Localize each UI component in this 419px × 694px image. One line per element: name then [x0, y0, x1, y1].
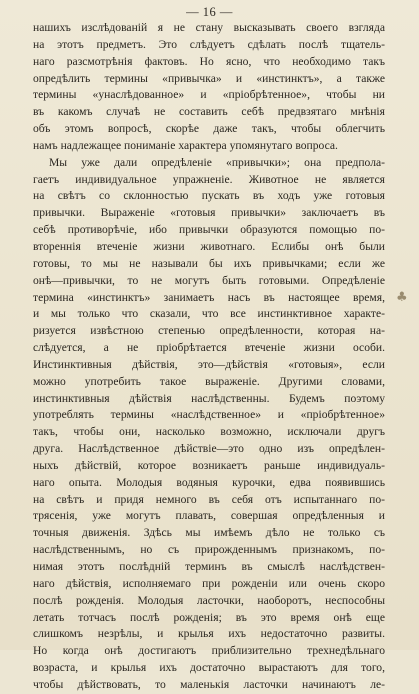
- text-line: инстинктивныя дѣйствія наслѣдственны. Будемъ поэтому: [33, 391, 385, 405]
- text-line: чтобы дѣйствовать, то маленькія ласточки начинаютъ ле-: [33, 677, 385, 691]
- text-line: онѣ—привычки, то не могутъ быть готовыми. Опредѣленіе: [33, 273, 385, 287]
- text-line: слѣдуется, а не пріобрѣтается втеченіе жизни особи.: [33, 341, 385, 355]
- text-line: термина «инстинктъ» занимаетъ насъ въ настоящее время,: [33, 290, 385, 304]
- text-line: готовы, то мы не называли бы ихъ привычками; если же: [33, 256, 385, 270]
- text-line: наго опыта. Молодыя водяныя курочки, едва появившись: [33, 475, 385, 489]
- text-line: себѣ противорѣчіе, ибо привычки образуются помощью по-: [33, 223, 385, 237]
- text-line: гаетъ индивидуальное упражненіе. Животное не является: [33, 172, 385, 186]
- page-number: — 16 —: [186, 5, 233, 19]
- text-line: слишкомъ незрѣлы, и крылья ихъ недостаточно развиты.: [33, 627, 385, 641]
- text-line: Мы уже дали опредѣленіе «привычки»; она предпола-: [49, 155, 385, 169]
- text-line: можно употребить такое выраженіе. Другими словами,: [33, 374, 385, 388]
- text-line: опредѣлить термины «привычка» и «инстинктъ», а также: [33, 71, 385, 85]
- text-line: втореннія втеченіе жизни животнаго. Еслибы онѣ были: [33, 239, 385, 253]
- text-line: ныхъ дѣйствій, которое возникаетъ раньше индивидуаль-: [33, 458, 385, 472]
- text-line: трясенія, уже могутъ плавать, совершая опредѣленныя и: [33, 509, 385, 523]
- text-line: Но когда онѣ достигаютъ приблизительно трехнедѣльнаго: [33, 644, 385, 658]
- text-line: наслѣдственнымъ, но съ прирожденнымъ признакомъ, по-: [33, 543, 385, 557]
- text-line: нимая этотъ послѣдній терминъ въ смыслѣ наслѣдствен-: [33, 560, 385, 573]
- text-line: и мы только что сказали, что все инстинктивное характе-: [33, 307, 385, 321]
- text-line: возраста, и крылья ихъ достаточно вырастаютъ для того,: [33, 661, 385, 675]
- text-line: на свѣтъ и придя немного въ себя отъ испытаннаго по-: [33, 492, 385, 506]
- margin-mark: ♣: [396, 290, 408, 305]
- text-line: нашихъ изслѣдованій я не стану высказывать своего взгляда: [33, 21, 385, 34]
- text-line: наго разсмотрѣнія фактовъ. Но ясно, что необходимо такъ: [33, 54, 385, 68]
- text-line: друга. Наслѣдственное дѣйствіе—это одно изъ опредѣлен-: [33, 442, 385, 456]
- text-line: на этотъ предметъ. Это слѣдуетъ сдѣлать послѣ тщатель-: [33, 37, 385, 51]
- body-text: [33, 20, 385, 694]
- text-line: объ этомъ вопросѣ, скорѣе даже такъ, чтобы облегчить: [33, 122, 385, 136]
- text-line: термины «унаслѣдованное» и «пріобрѣтенное», чтобы ни: [33, 88, 385, 102]
- text-line: летать тотчасъ послѣ рожденія; въ это время онѣ еще: [33, 610, 385, 624]
- text-line: намъ надлежащее пониманіе характера упомянутаго вопроса.: [33, 138, 338, 152]
- text-line: Инстинктивныя дѣйствія, это—дѣйствія «готовыя», если: [33, 357, 385, 371]
- text-line: употреблять термины «наслѣдственное» и «пріобрѣтенное»: [33, 408, 385, 422]
- text-line: привычки. Выраженіе «готовыя привычки» заключаетъ въ: [33, 206, 385, 220]
- text-line: точныя движенія. Здѣсь мы имѣемъ дѣло не только съ: [33, 526, 385, 540]
- text-line: въ какомъ случаѣ не составить себѣ предвзятаго мнѣнія: [33, 105, 385, 119]
- text-line: ризуется извѣстною степенью опредѣленности, которая на-: [33, 324, 385, 338]
- text-line: на свѣтъ со склонностью пускать въ ходъ уже готовыя: [33, 189, 385, 203]
- text-line: такъ, чтобы они, насколько возможно, исключали другъ: [33, 425, 385, 439]
- text-line: наго дѣйствія, исполняемаго при рожденіи или очень скоро: [33, 576, 385, 590]
- text-line: послѣ рожденія. Молодыя ласточки, наоборотъ, неспособны: [33, 593, 385, 607]
